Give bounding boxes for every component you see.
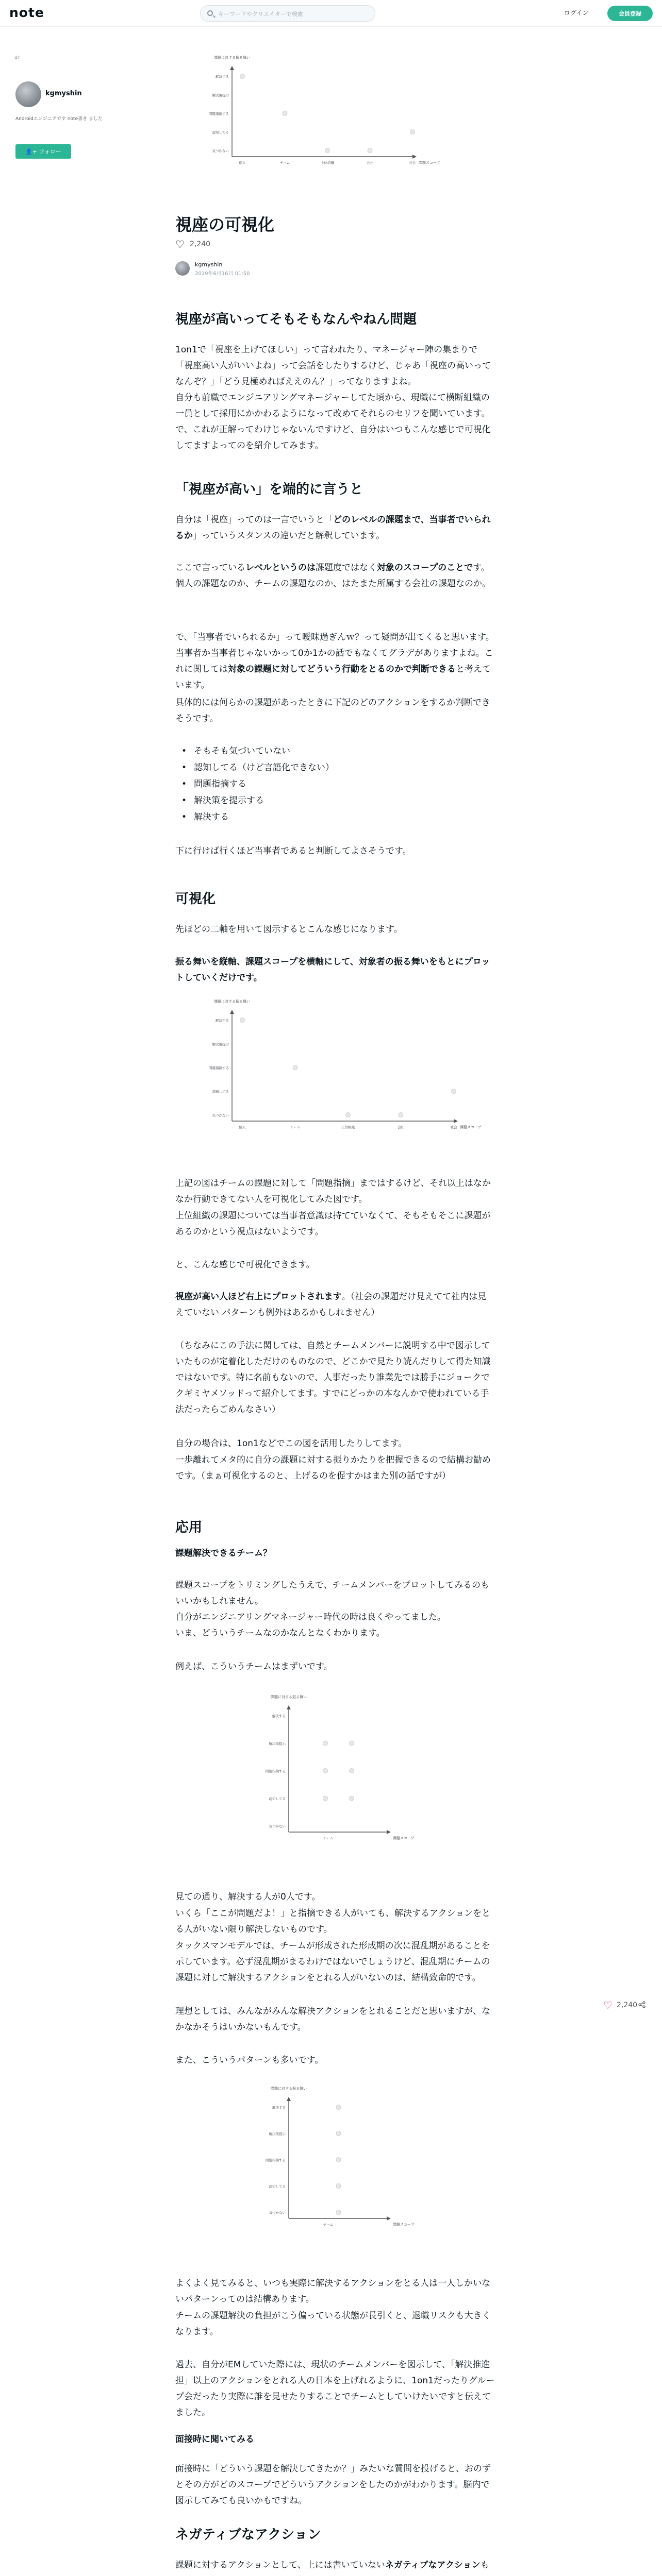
search-input[interactable] xyxy=(218,9,368,19)
y-tick-label: 問題指摘する xyxy=(266,2158,286,2162)
x-tick-label: 会社 xyxy=(398,1125,404,1129)
data-point xyxy=(410,130,415,134)
y-tick-label: 解決する xyxy=(272,2106,286,2110)
x-tick-label: 上位組織 xyxy=(321,161,334,165)
paragraph xyxy=(175,954,495,986)
section-heading-3: 可視化 xyxy=(175,891,216,907)
text-span: ここで言っている xyxy=(175,563,245,573)
text-span: す。個人の課題なのか、チームの課題なのか、はたまた所属する会社の課題なのか。 xyxy=(175,563,491,589)
section-heading-4: 応用 xyxy=(175,1520,203,1535)
chart-svg xyxy=(186,52,443,175)
data-point xyxy=(336,2158,341,2162)
y-tick-label: 気づかない xyxy=(212,149,229,153)
text-span: も xyxy=(480,2560,489,2570)
x-tick-label: 個人 xyxy=(239,161,246,165)
creator-avatar[interactable] xyxy=(15,81,41,107)
paragraph: 自分がエンジニアリングマネージャー時代の時は良くやってました。 xyxy=(175,1612,446,1622)
y-tick-label: 認知してる xyxy=(212,130,229,134)
bold-span: レベルというのは xyxy=(245,563,316,573)
creator-panel xyxy=(14,56,123,155)
y-tick-label: 解決策提示 xyxy=(269,2132,286,2136)
section-heading-5: ネガティブなアクション xyxy=(175,2527,321,2543)
paragraph: 自分も前職でエンジニアリングマネージャーしてた頃から、現職にて横断組織の一員として採用にかかわるようになって改めてそれらのセリフを聞いています。 xyxy=(175,393,490,419)
y-tick-label: 問題指摘する xyxy=(209,112,229,116)
text-span: 」っていうスタンスの違いだと解釈しています。 xyxy=(193,531,385,541)
login-link[interactable]: ログイン xyxy=(564,9,589,16)
data-point xyxy=(283,111,287,116)
follow-label: フォロー xyxy=(39,148,61,155)
paragraph: いま、どういうチームなのかなんとなくわかります。 xyxy=(175,1628,385,1638)
data-point xyxy=(350,1796,354,1801)
data-point xyxy=(336,2105,341,2110)
search-box[interactable] xyxy=(200,5,375,22)
y-tick-label: 問題指摘する xyxy=(266,1769,286,1773)
y-axis-arrow xyxy=(287,1705,291,1709)
x-tick-label: 個人 xyxy=(239,1125,246,1129)
y-tick-label: 解決策提示 xyxy=(269,1741,286,1746)
y-tick-label: 解決する xyxy=(216,75,229,79)
y-axis-arrow xyxy=(230,1010,234,1014)
y-axis-title: 課題に対する振る舞い xyxy=(271,1695,307,1699)
data-point xyxy=(325,148,330,153)
paragraph: 具体的には何らかの課題があったときに下記のどのアクションをするか判断できそうです。 xyxy=(175,698,490,724)
bold-span: 視座が高い人ほど右上にプロットされます xyxy=(175,1292,342,1302)
paragraph: 上位組織の課題については当事者意識は持てていなくて、そもそもそこに課題があるのかという視点はないようです。 xyxy=(175,1211,491,1237)
author-avatar[interactable] xyxy=(175,261,190,276)
text-span: 課題度ではなく xyxy=(316,563,377,573)
paragraph: 過去、自分がEMしていた際には、現状のチームメンバーを図示して、「解決推進担」以上のアクションをとれる人の日本を上げれるように、1on1だったりグループ会だったり実際に誰を見せたりすることでチームとしていけたいですと伝えてました。 xyxy=(175,2360,495,2418)
paragraph xyxy=(175,512,495,544)
data-point xyxy=(293,1065,297,1070)
note-logo[interactable]: note xyxy=(9,5,44,20)
data-point xyxy=(336,2184,341,2189)
article-title: 視座の可視化 xyxy=(175,215,275,234)
x-tick-label: チーム xyxy=(323,2223,334,2227)
x-axis-title: 課題スコープ xyxy=(419,161,440,165)
paragraph: よくよく見てみると、いつも実際に解決するアクションをとる人は一人しかいないパターンってのは結構あります。 xyxy=(175,2278,491,2304)
x-tick-label: 上位組織 xyxy=(341,1125,355,1129)
signup-button[interactable]: 会員登録 xyxy=(607,6,653,21)
follow-button[interactable] xyxy=(15,144,71,159)
y-tick-label: 解決する xyxy=(216,1019,229,1023)
bold-span: どのレベルの課題まで、当事者でいられるか xyxy=(175,515,491,541)
paragraph: 課題スコープをトリミングしたうえで、チームメンバーをプロットしてみるのもいいかもしれません。 xyxy=(175,1580,489,1606)
text-span: で、「当事者でいられるか」って曖昧過ぎんｗ？って疑問が出てくると思います。当事者か当事者じゃないかって0か1かの話でもなくてグラデがあります xyxy=(175,632,494,658)
action-list xyxy=(187,743,334,825)
data-point xyxy=(240,74,245,79)
y-axis-arrow xyxy=(230,66,234,70)
paragraph: 先ほどの二軸を用いて図示するとこんな感じになります。 xyxy=(175,924,403,935)
data-point xyxy=(240,1018,245,1023)
floating-like-count: 2,240 xyxy=(616,2001,638,2009)
y-tick-label: 解決策提示 xyxy=(212,1042,229,1046)
paragraph: いくら「ここが問題だよ！」と指摘できる人がいても、解決するアクションをとる人がいない限り解決しないものです。 xyxy=(175,1908,491,1935)
text-span: 。（社会の課題だけ見えてて社内は見えていない パターンも例外はあるかもしれません） xyxy=(175,1292,487,1318)
list-item: • 解決する xyxy=(187,809,334,825)
paragraph: 例えば、こういうチームはまずいです。 xyxy=(175,1662,333,1672)
text-span: よね。これに関しては xyxy=(175,648,493,674)
subheading: 面接時に聞いてみる xyxy=(175,2434,254,2445)
bold-span: 対象のスコープのことで xyxy=(377,563,473,573)
paragraph xyxy=(175,630,495,693)
list-item: • 解決策を提示する xyxy=(187,792,334,809)
floating-like-button[interactable] xyxy=(603,1999,637,2011)
list-item: • そもそも気づいていない xyxy=(187,743,334,759)
header-chart xyxy=(186,52,443,175)
share-icon[interactable] xyxy=(638,2001,646,2008)
text-span: と考えています。 xyxy=(175,664,491,690)
paragraph: 自分の場合は、1on1などでこの図を活用したりしてます。 xyxy=(175,1438,407,1449)
bold-span: 振る舞いを縦軸、課題スコープを横軸にして、対象者の振る舞いをもとにプロットしていくだけです。 xyxy=(175,957,490,983)
creator-name[interactable]: kgmyshin xyxy=(45,90,82,97)
y-axis-title: 課題に対する振る舞い xyxy=(271,2087,307,2091)
data-point xyxy=(336,2131,341,2136)
site-header xyxy=(0,0,662,27)
chart-svg xyxy=(186,995,485,1140)
add-user-icon: 👤+ xyxy=(25,148,39,155)
paragraph: チームの課題解決の負担がこう偏っている状態が長引くと、退職リスクも大きくなります。 xyxy=(175,2311,491,2337)
paragraph: 見ての通り、解決する人が0人です。 xyxy=(175,1892,321,1902)
paragraph: で、これが正解ってわけじゃないんですけど、自分はいつもこんな感じで可視化してますよってのを紹介してみます。 xyxy=(175,425,491,451)
x-axis-arrow xyxy=(454,1119,458,1123)
paragraph: （ちなみにこの手法に関しては、自然とチームメンバーに説明する中で図示していたものが定着化しただけのものなので、どこかで見たり読んだりして得た知識ではないです。特に名前もないので、人事だったり誰業先では勝手にジョークでクギミヤメソッドって紹介してます。すでにどっかの本なんかで使われている手法だったらごめんなさい） xyxy=(175,1341,491,1415)
list-item: • 認知してる（けど言語化できない） xyxy=(187,759,334,776)
heart-icon[interactable]: ♡ xyxy=(603,1999,613,2011)
y-tick-label: 気づかない xyxy=(269,2211,286,2215)
x-tick-label: チーム xyxy=(323,1836,334,1840)
data-point xyxy=(452,1089,456,1094)
paragraph: 下に行けば行くほど当事者であると判断してよさそうです。 xyxy=(175,846,411,856)
like-row[interactable] xyxy=(175,238,210,250)
paragraph: と、こんな感じで可視化できます。 xyxy=(175,1260,315,1270)
creator-description: Androidエンジニアです note書き ました xyxy=(15,116,103,122)
list-item: • 問題指摘する xyxy=(187,776,334,792)
data-point xyxy=(399,1113,403,1117)
x-axis-title: 課題スコープ xyxy=(393,1836,415,1840)
y-axis-arrow xyxy=(287,2097,291,2101)
search-icon xyxy=(207,10,213,16)
subheading: 課題解決できるチーム？ xyxy=(175,1548,272,1558)
x-axis-arrow xyxy=(412,155,417,159)
text-span: 自分は「視座」ってのは一言でいうと「 xyxy=(175,515,333,525)
y-tick-label: 気づかない xyxy=(212,1113,229,1117)
author-name[interactable]: kgmyshin xyxy=(195,261,223,268)
creator-count: 41 xyxy=(14,56,21,61)
section-heading-2: 「視座が高い」を端的に言うと xyxy=(175,482,363,497)
x-axis-arrow xyxy=(387,2216,391,2221)
bold-span: ネガティブなアクション xyxy=(385,2560,481,2570)
data-point xyxy=(350,1769,354,1773)
y-tick-label: 認知してる xyxy=(212,1090,229,1094)
data-point xyxy=(346,1113,351,1117)
y-tick-label: 認知してる xyxy=(269,2184,286,2189)
behavior-scope-chart xyxy=(186,995,485,1140)
x-axis-arrow xyxy=(387,1830,391,1834)
y-tick-label: 解決策提示 xyxy=(212,93,229,97)
paragraph xyxy=(175,560,495,592)
y-tick-label: 認知してる xyxy=(269,1797,286,1801)
heart-icon[interactable]: ♡ xyxy=(175,238,185,250)
x-axis-title: 課題スコープ xyxy=(460,1125,482,1129)
y-tick-label: 解決する xyxy=(272,1714,286,1718)
paragraph: タックスマンモデルでは、チームが形成された形成期の次に混乱期があることを示しています。必ず混乱期がまるわけではないでしょうけど、混乱期にチームの課題に対して解決するアクションをとれる人がいないのは、結構致命的です。 xyxy=(175,1941,490,1983)
y-axis-title: 課題に対する振る舞い xyxy=(214,56,250,60)
y-tick-label: 問題指摘する xyxy=(209,1066,229,1070)
chart-svg xyxy=(242,2082,418,2237)
chart-svg xyxy=(242,1691,418,1851)
data-point xyxy=(323,1796,328,1801)
x-tick-label: 社会 xyxy=(450,1125,457,1129)
team-chart-no-solver xyxy=(242,1691,418,1851)
data-point xyxy=(350,1741,354,1745)
publish-date: 2019年6月16日 01:50 xyxy=(195,271,250,277)
paragraph: 一歩離れてメタ的に自分の課題に対する振りかたりを把握できるので結構お勧めです。（まぁ可視化するのと、上げるのを促すかはまた別の話ですが） xyxy=(175,1455,491,1481)
x-tick-label: 会社 xyxy=(367,161,373,165)
paragraph: 1on1で「視座を上げてほしい」って言われたり、マネージャー陣の集まりで「視座高い人がいいよね」って会話をしたりするけど、じゃあ「視座の高いってなんぞ？」「どう見極めればええのん？」ってなりますよね。 xyxy=(175,345,491,387)
data-point xyxy=(323,1741,328,1745)
x-tick-label: チーム xyxy=(279,161,290,165)
data-point xyxy=(336,2210,341,2215)
y-axis-title: 課題に対する振る舞い xyxy=(214,999,250,1004)
paragraph: 上記の図はチームの課題に対して「問題指摘」まではするけど、それ以上はなかなか行動できてない人を可視化してみた図です。 xyxy=(175,1178,491,1205)
section-heading-1: 視座が高いってそもそもなんやねん問題 xyxy=(175,312,417,327)
x-tick-label: チーム xyxy=(290,1125,301,1129)
x-axis-title: 課題スコープ xyxy=(393,2223,415,2227)
bold-span: 対象の課題に対してどういう行動をとるのかで判断できる xyxy=(228,664,456,674)
data-point xyxy=(323,1769,328,1773)
team-chart-one-solver xyxy=(242,2082,418,2237)
paragraph: また、こういうパターンも多いです。 xyxy=(175,2055,324,2065)
paragraph: 面接時に「どういう課題を解決してきたか？」みたいな質問を投げると、おのずとその方がどのスコープでどういうアクションをしたのかがわかります。脳内で図示してみても良いかもですね。 xyxy=(175,2464,491,2506)
like-count: 2,240 xyxy=(189,240,211,248)
text-span: 課題に対するアクションとして、上には書いていない xyxy=(175,2560,385,2570)
paragraph xyxy=(175,1289,495,1321)
paragraph xyxy=(175,2557,495,2576)
x-tick-label: 社会 xyxy=(409,161,416,165)
paragraph: 理想としては、みんながみんな解決アクションをとれることだと思いますが、なかなかそうはいかないもんです。 xyxy=(175,2006,491,2032)
y-tick-label: 気づかない xyxy=(269,1824,286,1828)
data-point xyxy=(368,148,372,153)
